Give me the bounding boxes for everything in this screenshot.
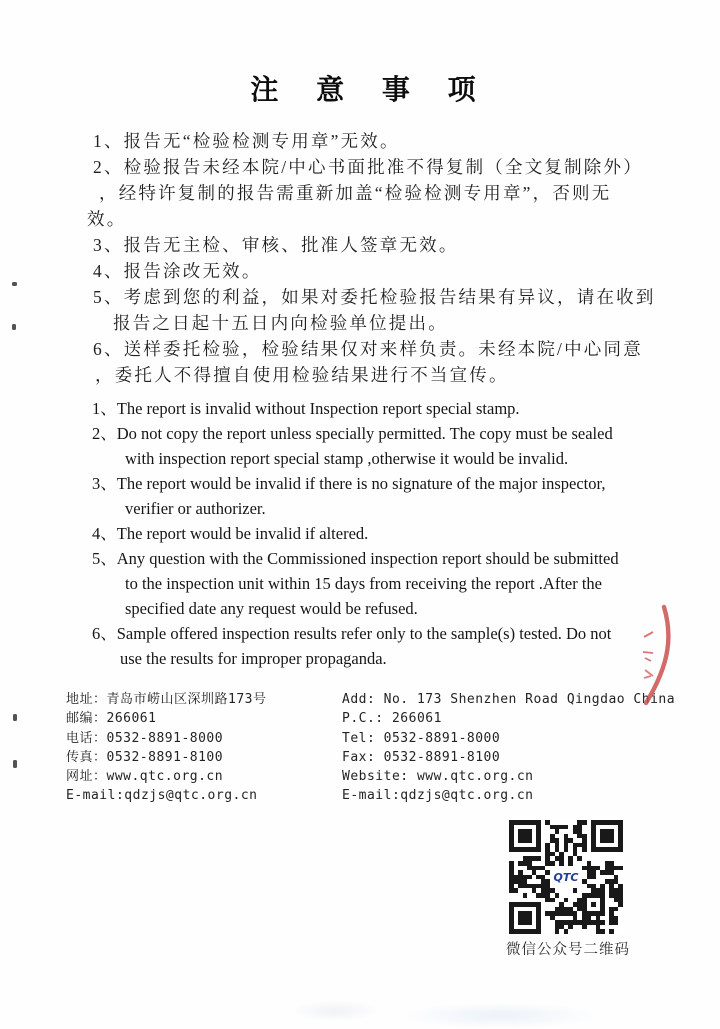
scan-speck (12, 324, 16, 330)
wechat-qr-code (509, 820, 623, 934)
contact-phone-en: Tel: 0532-8891-8000 (342, 730, 501, 746)
contact-address-en: Add: No. 173 Shenzhen Road Qingdao China (342, 692, 676, 707)
notice-en-line: 6、Sample offered inspection results refer only to the sample(s) tested. Do not (92, 624, 612, 643)
notice-cn-line: 4、报告涂改无效。 (93, 261, 262, 281)
contact-fax-en: Fax: 0532-8891-8100 (342, 749, 501, 765)
notice-cn-line: 3、报告无主检、审核、批准人签章无效。 (93, 235, 459, 255)
qr-caption: 微信公众号二维码 (506, 942, 630, 958)
notice-cn-line: 1、报告无“检验检测专用章”无效。 (93, 131, 400, 151)
notice-cn-line: 效。 (87, 209, 127, 229)
partial-red-stamp (630, 604, 674, 706)
contact-address-cn: 地址：青岛市崂山区深圳路173号 (66, 692, 267, 707)
notice-cn-line: ，委托人不得擅自使用检验结果进行不当宣传。 (95, 365, 509, 385)
page-title: 注 意 事 项 (250, 73, 490, 106)
contact-postcode-en: P.C.: 266061 (342, 711, 442, 727)
notice-cn-line: 2、检验报告未经本院/中心书面批准不得复制（全文复制除外） (93, 157, 643, 177)
contact-email-cn: E-mail:qdzjs@qtc.org.cn (66, 788, 258, 804)
scan-smudge (290, 1000, 380, 1022)
notice-cn-line: 5、考虑到您的利益，如果对委托检验报告结果有异议，请在收到 (93, 287, 656, 307)
contact-fax-cn: 传真：0532-8891-8100 (66, 749, 224, 765)
contact-website-cn: 网址：www.qtc.org.cn (66, 769, 224, 785)
notice-en-line: 3、The report would be invalid if there is no signature of the major inspector, (92, 474, 606, 493)
notice-en-line: with inspection report special stamp ,otherwise it would be invalid. (125, 449, 569, 468)
notice-list-english (66, 396, 676, 671)
notice-en-line: to the inspection unit within 15 days from receiving the report .After the (125, 574, 603, 593)
contact-email-en: E-mail:qdzjs@qtc.org.cn (342, 788, 534, 804)
notice-list-chinese (66, 128, 666, 388)
contact-website-en: Website: www.qtc.org.cn (342, 769, 534, 785)
notice-en-line: specified date any request would be refused. (125, 599, 418, 618)
notice-en-line: 2、Do not copy the report unless specially permitted. The copy must be sealed (92, 424, 613, 443)
scan-speck (13, 714, 17, 721)
notice-cn-line: ，经特许复制的报告需重新加盖“检验检测专用章”，否则无 (99, 183, 612, 203)
scan-smudge (400, 1002, 600, 1029)
contact-column-chinese (66, 690, 336, 806)
scan-speck (13, 760, 17, 768)
notice-en-line: 5、Any question with the Commissioned inspection report should be submitted (92, 549, 619, 568)
contact-column-english (342, 690, 682, 806)
contact-postcode-cn: 邮编：266061 (66, 711, 157, 727)
qtc-logo: QTC (550, 867, 582, 887)
notice-en-line: use the results for improper propaganda. (120, 649, 387, 668)
contact-phone-cn: 电话：0532-8891-8000 (66, 730, 224, 746)
notice-en-line: 1、The report is invalid without Inspection report special stamp. (92, 399, 520, 418)
scan-speck (12, 282, 17, 286)
notice-cn-line: 报告之日起十五日内向检验单位提出。 (113, 313, 448, 333)
notice-en-line: 4、The report would be invalid if altered. (92, 524, 369, 543)
notice-en-line: verifier or authorizer. (125, 499, 266, 518)
notice-cn-line: 6、送样委托检验，检验结果仅对来样负责。未经本院/中心同意 (93, 339, 643, 359)
